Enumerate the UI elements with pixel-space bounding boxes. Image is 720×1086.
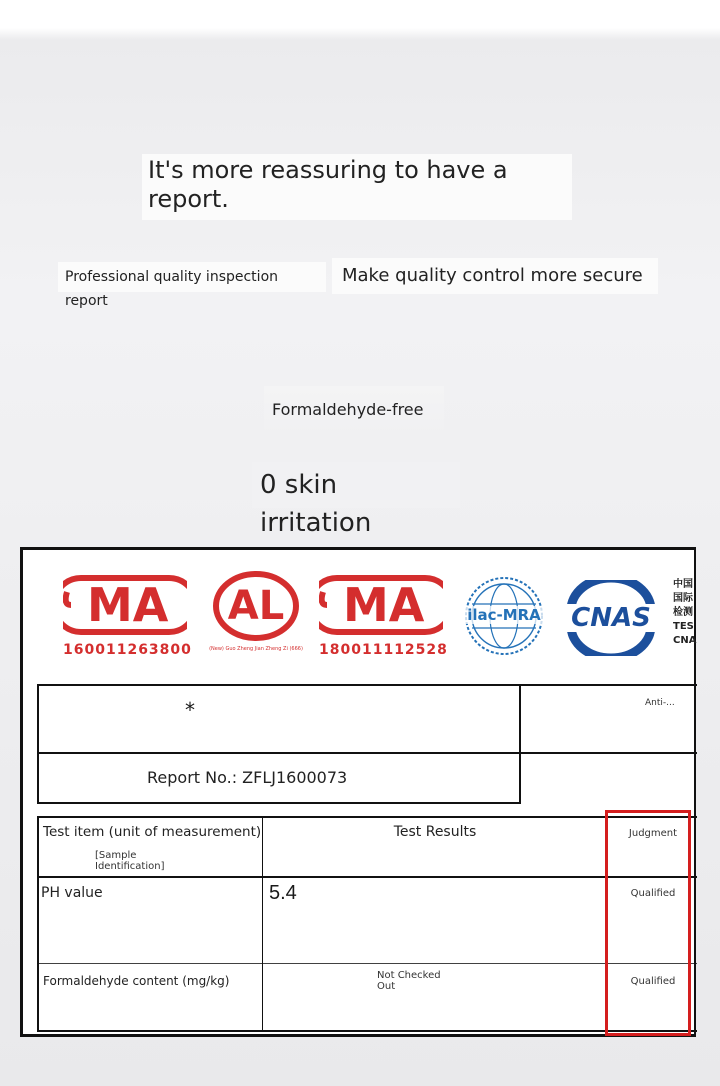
header-table-left (37, 684, 39, 804)
cnas-side-text (673, 578, 697, 648)
results-table-bottom (37, 1030, 697, 1032)
row-2-result: Not Checked Out (377, 970, 441, 992)
cal-logo (193, 570, 319, 660)
column-header-item: Test item (unit of measurement) (43, 824, 262, 840)
row-1-result: 5.4 (269, 882, 297, 904)
row-1-item: PH value (41, 885, 103, 901)
cma-logo-2-text: MA (343, 578, 425, 632)
ilac-mra-logo (461, 574, 547, 658)
feature-formaldehyde-free: Formaldehyde-free (264, 386, 444, 438)
cma-logo-2-number: 180011112528 (319, 642, 448, 658)
header-table-divider (519, 684, 521, 804)
cma-logo-1 (63, 572, 192, 658)
row-2-judgment: Qualified (630, 976, 676, 987)
headline: It's more reassuring to have a report. (142, 154, 572, 220)
row-1-judgment: Qualified (630, 888, 676, 899)
results-table (37, 816, 697, 1032)
results-table-row1 (37, 876, 697, 878)
inspection-report (20, 547, 696, 1037)
results-table-left (37, 816, 39, 1032)
logo-strip (23, 550, 697, 670)
cma-logo-1-text: MA (87, 578, 169, 632)
header-table-mid (37, 752, 697, 754)
feature-skin-irritation: 0 skin irritation (252, 462, 460, 508)
cal-logo-caption: (New) Guo Zheng Jian Zheng Zi (666) (209, 646, 303, 652)
cma-logo-1-number: 160011263800 (63, 642, 192, 658)
anti-label: Anti-... (645, 698, 675, 708)
cnas-side-line-5: CNA (673, 635, 697, 646)
report-star-mark: * (185, 698, 195, 722)
header-table-top (37, 684, 697, 686)
tag-quality-control: Make quality control more secure (332, 258, 658, 294)
column-header-sample: [Sample Identification] (95, 850, 165, 872)
cnas-logo-text: CNAS (561, 604, 661, 632)
column-header-results: Test Results (393, 824, 477, 840)
report-header-table (37, 684, 697, 804)
report-number: Report No.: ZFLJ1600073 (147, 768, 348, 787)
column-header-judgment: Judgment (628, 828, 678, 839)
cnas-side-line-3: 检测 (673, 607, 693, 618)
cnas-side-line-1: 中国 (673, 579, 693, 590)
judgment-highlight-box (605, 810, 691, 1036)
results-table-col1 (262, 816, 263, 1032)
header-table-bottom (37, 802, 521, 804)
ilac-logo-text: ilac-MRA (461, 606, 547, 624)
cal-logo-text: AL (227, 583, 285, 629)
cma-logo-2 (319, 572, 448, 658)
cnas-side-line-4: TES (673, 621, 694, 632)
tag-quality-inspection: Professional quality inspection report (58, 262, 326, 292)
results-table-top (37, 816, 697, 818)
results-table-row2 (37, 963, 697, 964)
cnas-side-line-2: 国际 (673, 593, 693, 604)
row-2-item: Formaldehyde content (mg/kg) (43, 974, 230, 988)
cnas-logo (561, 580, 661, 656)
